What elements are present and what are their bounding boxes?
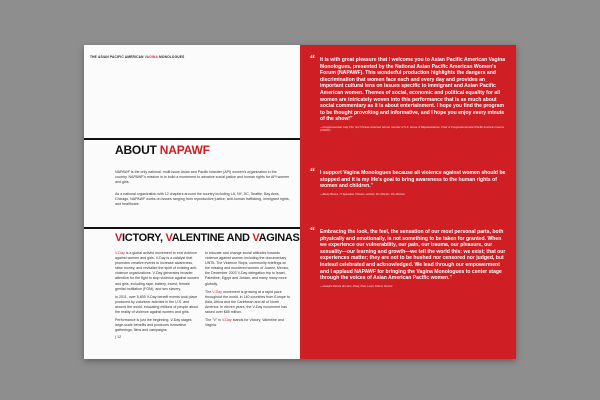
text-column-2 xyxy=(205,251,291,331)
quote-mark-icon: “ xyxy=(310,226,315,237)
quote-block xyxy=(310,54,508,133)
quote-text: Embracing the look, the feel, the sensation of our most personal parts, both physically and emotionally, is not something to be taken for granted. When we experience our vulnerability, our pain, our trauma, our pleasure, our sexuality—our learning and growth—we tell the world this: we exist; that our experiences matter; they are not to be hushed nor censored nor judged, but instead celebrated and acknowledged. We lead through our empowerment and I applaud NAPAWF for bringing the Vagina Monologues to center stage through the voices of Asian American Pacific women.” xyxy=(320,229,506,282)
vday-paragraph-6: The "V" in V-Day stands for Victory, Valentine and Vagina. xyxy=(205,318,284,328)
text-column-1 xyxy=(115,251,201,336)
quote-mark-icon: “ xyxy=(310,54,315,65)
running-head: THE ASIAN PACIFIC AMERICAN VAGINA MONOLOGUES xyxy=(90,55,185,59)
quote-mark-icon: “ xyxy=(310,167,315,178)
quote-block xyxy=(310,226,508,288)
booklet-spread xyxy=(84,45,516,359)
left-page xyxy=(84,45,300,359)
quote-attribution: —Josephe Dennis de Leon, Pinay, Poet, Lover, Friend, Nurture xyxy=(320,284,393,288)
about-paragraph-2: As a national organization with 12 chapters around the country including LA, NY, DC, Seattle, Bay Area, Chicago, NAPAWF works on issues ranging from reproductive justice, anti-human trafficking, immigrant rights, and healthcare. xyxy=(115,192,290,207)
quote-attribution: —Congresswoman Judy Chu, first Chinese American woman member of U.S. House of Representatives, Chair of Congressional Asian Pacific American Caucus (CAPAC) xyxy=(320,125,505,133)
about-heading: ABOUT NAPAWF xyxy=(115,143,210,157)
running-head-highlight: VAGINA xyxy=(144,55,158,59)
vday-paragraph-2: In 2011, over 5,800 V-Day benefit events took place produced by volunteer activists in the U.S. and around the world, educating millions of people about the reality of violence against women and girls. xyxy=(115,294,199,315)
right-page xyxy=(300,45,516,359)
quote-block xyxy=(310,167,508,196)
section-rule xyxy=(84,227,300,229)
page-number: | 12 xyxy=(115,335,122,339)
vday-paragraph-4: to educate and change social attitudes towards violence against women including the documentary UNTIL The Violence Stops, community briefings on the missing and murdered women of Juarez, Mexico, the December 2003 V-Day delegation trip to Israel, Palestine, Egypt and Jordan, and many many more globally. xyxy=(205,251,290,286)
vday-paragraph-1: V-Day is a global activist movement to end violence against women and girls. V-Day is a catalyst that promotes creative events to increase awareness, raise money, and revitalize the spirit of existing anti-violence organizations. V-Day generates broader attention for the fight to stop violence against women and girls, including rape, battery, incest, female genital mutilation (FGM), and sex slavery. xyxy=(115,251,199,291)
quote-attribution: —Becky Bivens, IT Specialist, Chicano, Activist, Pro-Women, Pro-Woman xyxy=(320,192,405,196)
vday-paragraph-3: Performance is just the beginning. V-Day stages large-scale benefits and produces innovative gatherings, films and campaigns xyxy=(115,318,192,333)
vvv-heading: VICTORY, VALENTINE AND VAGINAS xyxy=(115,232,300,244)
vday-paragraph-5: The V-Day movement is growing at a rapid pace throughout the world, in 140 countries from Europe to Asia, Africa and the Caribbean and all of North America. In eleven years, the V-Day movement has raised over $85 million. xyxy=(205,289,290,315)
section-rule xyxy=(84,138,300,140)
quote-text: I support Vagina Monologues because all violence against women should be stopped and it is my life's goal to bring awareness to the human rights of women and children.” xyxy=(320,170,506,190)
about-paragraph-1: NAPAWF is the only national, multi-issue Asian and Pacific Islander (API) women's organization in the country. NAPAWF's mission is to build a movement to advance social justice and human rights for API women and girls. xyxy=(115,170,290,185)
quote-text: It is with great pleasure that I welcome you to Asian Pacific American Vagina Monologues, presented by the National Asian Pacific American Women's Forum (NAPAWF). This wonderful production highlights the dangers and discrimination that women face each and every day and provides an important cultural lens on issues specific to immigrant and Asian Pacific American women. Themes of social, economic and political equality for all women are intricately woven into this performance that is as much about social commentary as it is about entertainment. I hope you find the program to be thought provoking and informative, and I hope you enjoy every minute of the show!” xyxy=(320,57,506,123)
